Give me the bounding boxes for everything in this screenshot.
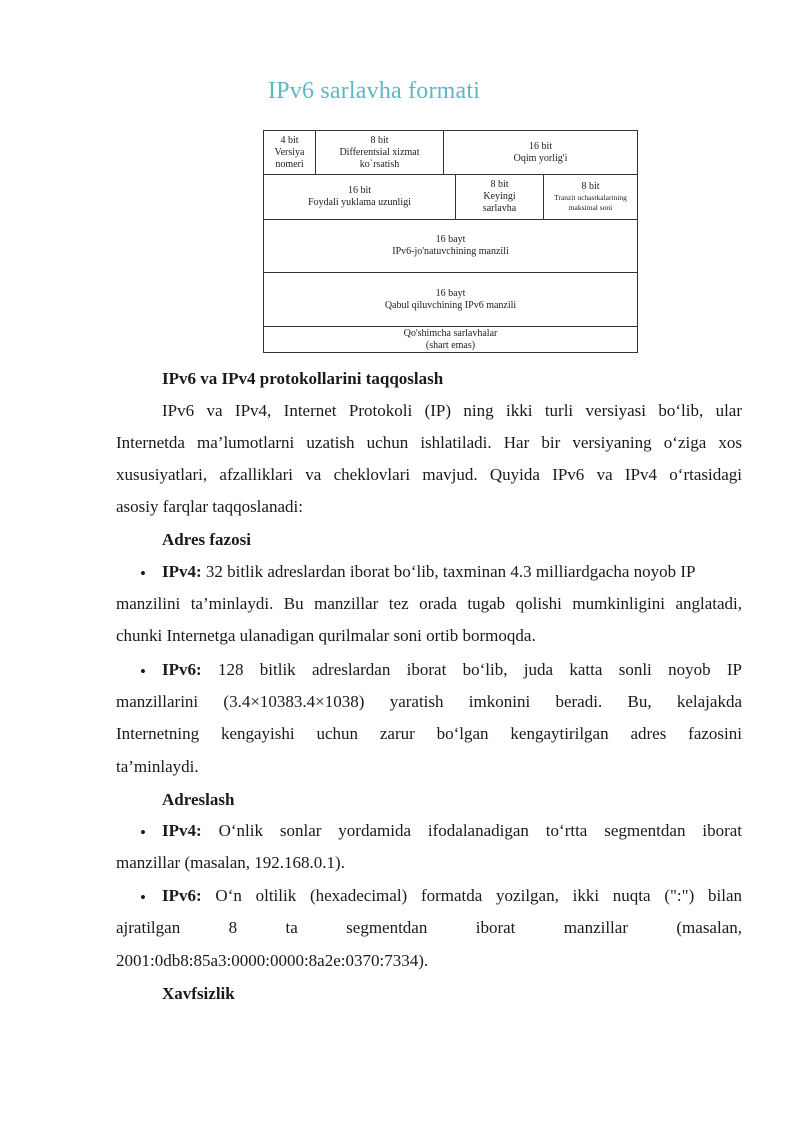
section-heading: IPv6 va IPv4 protokollarini taqqoslash (162, 369, 444, 388)
intro-line-2: Internetda ma’lumotlarni uzatish uchun ishlatiladi. Har bir versiyaning o‘ziga xos (116, 433, 742, 452)
bullet-marker: • (140, 564, 146, 583)
destination-address-label: Qabul qiluvchining IPv6 manzili (384, 299, 517, 311)
version-bits: 4 bit (280, 134, 299, 146)
extension-headers-label: Qo'shimcha sarlavhalar (403, 327, 498, 339)
flow-label: Oqim yorlig'i (513, 152, 568, 164)
version-field (263, 130, 316, 175)
subheading-security: Xavfsizlik (162, 984, 235, 1003)
ipv6-address-space-line-4: ta’minlaydi. (116, 757, 199, 776)
subheading-addressing: Adreslash (162, 790, 235, 809)
ipv4-addressing-line-1 (162, 820, 742, 842)
diffserv-label: Differentsial xizmat (339, 146, 420, 158)
ipv6-address-space-line-2: manzillarini (3.4×10383.4×1038) yaratish imkonini beradi. Bu, kelajakda (116, 692, 742, 711)
text: O‘nlik sonlar yordamida ifodalanadigan to‘rtta segmentdan iborat (201, 821, 742, 840)
hop-limit-bits: 8 bit (581, 181, 600, 192)
source-address-field (263, 219, 638, 273)
diffserv-label-2: ko`rsatish (359, 158, 400, 170)
bullet-marker: • (140, 662, 146, 681)
ipv4-address-space-line-2: manzilini ta’minlaydi. Bu manzillar tez orada tugab qolishi mumkinligini anglatadi, (116, 594, 742, 613)
diffserv-field (315, 130, 444, 175)
extension-headers-field (263, 326, 638, 353)
destination-address-field (263, 272, 638, 327)
bullet-marker: • (140, 888, 146, 907)
hop-limit-label: Tranzit uchastkalarining (554, 193, 627, 202)
version-label: Versiya (274, 146, 305, 158)
payload-label: Foydali yuklama uzunligi (308, 197, 411, 208)
bullet-marker: • (140, 823, 146, 842)
ipv6-address-space-line-1 (162, 659, 742, 681)
ipv4-label: IPv4: (162, 821, 202, 840)
next-header-bits: 8 bit (490, 179, 509, 190)
payload-length-field (263, 174, 456, 220)
extension-headers-note: (shart emas) (425, 339, 476, 351)
ipv4-address-space-line-3: chunki Internetga ulanadigan qurilmalar soni ortib bormoqda. (116, 626, 536, 645)
ipv6-address-space-line-3: Internetning kengayishi uchun zarur bo‘lgan kengaytirilgan adres fazosini (116, 724, 742, 743)
ipv6-addressing-line-1 (162, 885, 742, 907)
next-header-label-2: sarlavha (482, 203, 517, 214)
flow-bits: 16 bit (528, 140, 553, 152)
ipv4-label: IPv4: (162, 562, 202, 581)
next-header-field (455, 174, 544, 220)
hop-limit-label-2: maksimal soni (568, 203, 613, 212)
ipv6-header-diagram (263, 130, 638, 353)
ipv6-addressing-line-3: 2001:0db8:85a3:0000:0000:8a2e:0370:7334). (116, 951, 429, 970)
ipv4-addressing-line-2: manzillar (masalan, 192.168.0.1). (116, 853, 345, 872)
source-address-size: 16 bayt (435, 234, 466, 245)
text: 32 bitlik adreslardan iborat bo‘lib, taxminan 4.3 milliardgacha noyob IP (201, 562, 696, 581)
intro-line-4: asosiy farqlar taqqoslanadi: (116, 497, 303, 516)
payload-bits: 16 bit (347, 185, 372, 196)
text: O‘n oltilik (hexadecimal) formatda yozilgan, ikki nuqta (":") bilan (201, 886, 742, 905)
intro-line-1: IPv6 va IPv4, Internet Protokoli (IP) ning ikki turli versiyasi bo‘lib, ular (162, 401, 742, 420)
subheading-address-space: Adres fazosi (162, 530, 251, 549)
figure-title: IPv6 sarlavha formati (268, 78, 481, 104)
hop-limit-field (543, 174, 638, 220)
ipv6-addressing-line-2: ajratilgan 8 ta segmentdan iborat manzillar (masalan, (116, 918, 742, 937)
next-header-label: Keyingi (483, 191, 516, 202)
text: 128 bitlik adreslardan iborat bo‘lib, juda katta sonli noyob IP (201, 660, 742, 679)
ipv6-label: IPv6: (162, 660, 202, 679)
ipv6-label: IPv6: (162, 886, 202, 905)
flow-label-field (443, 130, 638, 175)
intro-line-3: xususiyatlari, afzalliklari va cheklovlari mavjud. Quyida IPv6 va IPv4 o‘rtasidagi (116, 465, 742, 484)
version-label-2: nomeri (275, 158, 304, 170)
ipv4-address-space-line-1 (162, 561, 742, 583)
destination-address-size: 16 bayt (435, 287, 466, 299)
source-address-label: IPv6-jo'natuvchining manzili (392, 246, 509, 257)
diffserv-bits: 8 bit (370, 134, 389, 146)
